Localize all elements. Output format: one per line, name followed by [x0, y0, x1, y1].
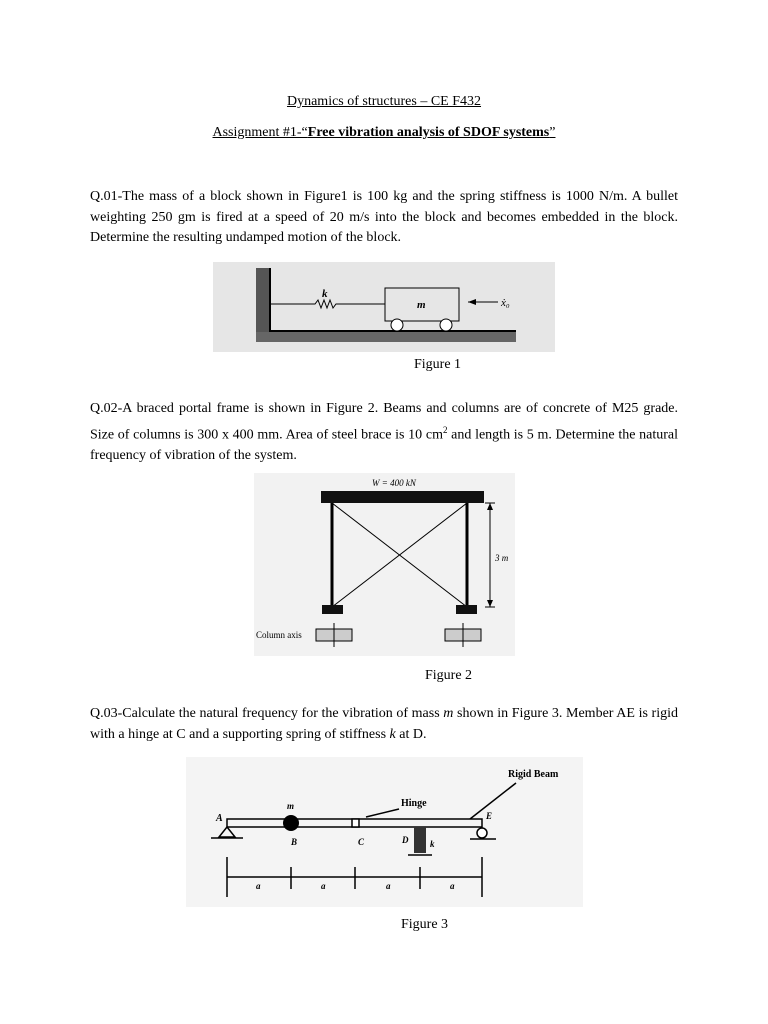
- fig3-support-a: [219, 827, 235, 837]
- fig3-mass: [283, 815, 299, 831]
- figure-2: [254, 473, 515, 656]
- fig3-label-e: E: [486, 811, 493, 821]
- fig2-dimension-arrow-bottom: [487, 600, 493, 607]
- question-1: Q.01-The mass of a block shown in Figure1 is 100 kg and the spring stiffness is 1000 N/m. A bullet weighting 250 gm is fired at a speed of 20 m/s into the block and becomes embedded in the block. Determine the resulting undamped motion of the block.: [90, 189, 678, 245]
- fig1-label-k: k: [322, 288, 328, 300]
- fig1-wall-hatch: [256, 268, 270, 334]
- fig3-label-a-1: a: [256, 881, 261, 891]
- fig1-label-m: m: [417, 299, 426, 311]
- fig3-pointer-rigid-beam: [470, 783, 516, 819]
- fig3-hinge: [352, 819, 359, 827]
- course-title: Dynamics of structures – CE F432: [286, 94, 482, 109]
- question-2-text-b: and length is 5 m. Determine the natural frequency of vibration of the system.: [90, 427, 678, 463]
- fig2-base-right: [456, 605, 477, 614]
- question-2: [90, 399, 678, 466]
- assignment-title: [0, 125, 768, 141]
- fig1-floor-hatch: [256, 332, 516, 342]
- figure-1-caption: Figure 1: [414, 357, 462, 372]
- fig3-label-hinge: Hinge: [401, 798, 427, 809]
- question-3-text-c: at D.: [395, 726, 427, 742]
- fig2-label-load: W = 400 kN: [372, 478, 416, 488]
- fig3-label-k: k: [430, 839, 435, 849]
- fig3-label-c: C: [358, 837, 365, 847]
- fig3-spring: [414, 827, 426, 853]
- question-2-sup: 2: [442, 424, 448, 435]
- fig1-spring: [270, 300, 385, 308]
- fig2-label-column-axis: Column axis: [256, 630, 302, 640]
- fig3-roller-e: [477, 828, 487, 838]
- figure-3-caption: Figure 3: [401, 917, 449, 932]
- fig2-dimension-arrow-top: [487, 503, 493, 510]
- question-3-italic-m: m: [443, 706, 454, 721]
- figure-2-caption: Figure 2: [425, 668, 473, 683]
- figure-3-drawing: [186, 757, 583, 907]
- fig3-label-a-4: a: [450, 881, 455, 891]
- fig3-label-b: B: [291, 837, 298, 847]
- fig3-label-a-3: a: [386, 881, 391, 891]
- fig2-base-left: [322, 605, 343, 614]
- fig2-beam: [321, 491, 484, 503]
- question-3-text-a: Q.03-Calculate the natural frequency for the vibration of mass: [90, 706, 444, 721]
- fig1-wheel-left: [391, 319, 403, 331]
- fig3-label-rigid-beam: Rigid Beam: [508, 769, 559, 780]
- fig3-pointer-hinge: [366, 809, 399, 817]
- question-3: [90, 704, 678, 745]
- fig1-label-velocity: ẋ₀: [501, 297, 510, 309]
- figure-3: [186, 757, 583, 907]
- fig1-arrowhead: [468, 299, 476, 305]
- assignment-prefix: Assignment #1-“: [212, 125, 308, 140]
- figure-1: [213, 262, 555, 352]
- question-3-italic-k: k: [389, 726, 396, 742]
- question-2-text-a: Q.02-A braced portal frame is shown in Figure 2. Beams and columns are of concrete of M25 grade. Size of columns is 300 x 400 mm. Area of steel brace is 10 cm: [90, 401, 678, 443]
- fig3-label-a-2: a: [321, 881, 326, 891]
- question-3-text-b: shown in Figure 3. Member AE is rigid with a hinge at C and a supporting spring of stiffness: [90, 706, 678, 742]
- assignment-suffix: ”: [549, 125, 556, 140]
- assignment-name: Free vibration analysis of SDOF systems: [307, 125, 550, 140]
- figure-1-drawing: [213, 262, 555, 352]
- figure-2-drawing: [254, 473, 515, 656]
- fig3-label-a: A: [216, 813, 223, 824]
- fig2-label-height: 3 m: [495, 553, 509, 563]
- fig3-label-m: m: [287, 801, 295, 811]
- fig1-wheel-right: [440, 319, 452, 331]
- fig3-label-d: D: [402, 835, 409, 845]
